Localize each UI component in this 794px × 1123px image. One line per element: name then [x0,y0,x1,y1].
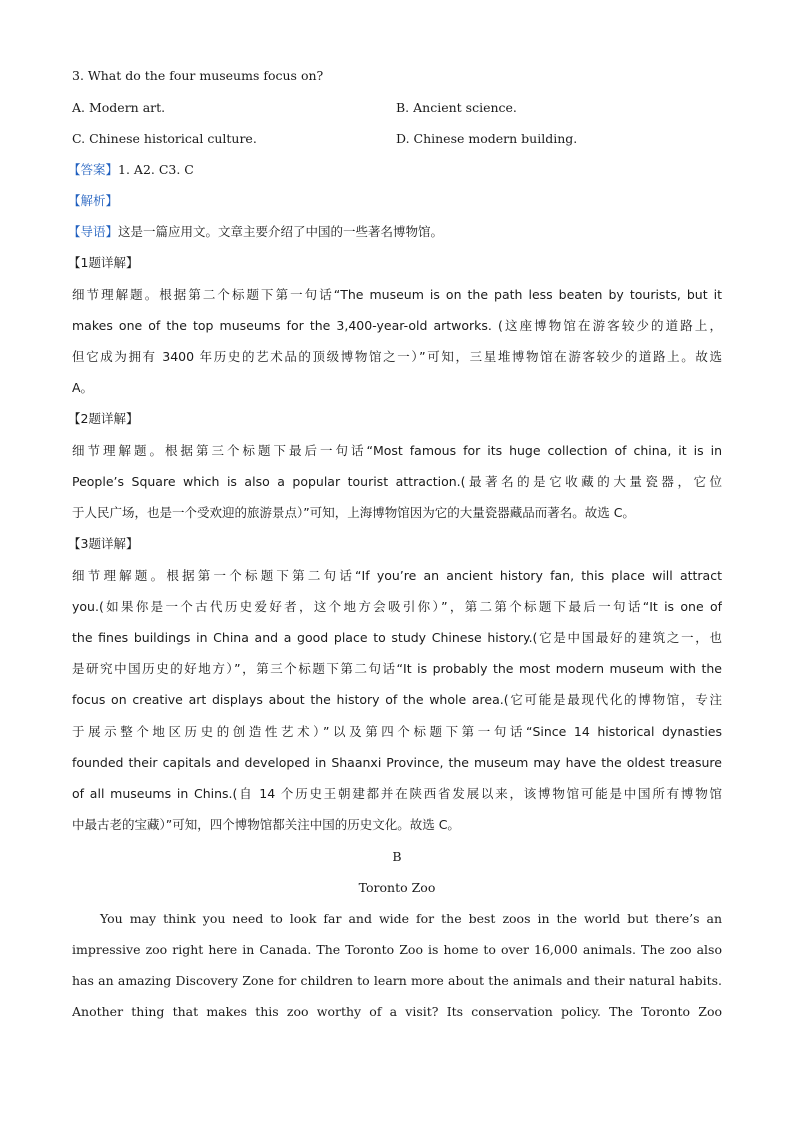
detail1-heading: 【1题详解】 [68,255,139,270]
option-b: B. Ancient science. [396,100,517,115]
detail3-line: the fines buildings in China and a good place to study Chinese history.(它是中国最好的建筑之一，也 [72,630,722,645]
detail3-line: 细节理解题。根据第一个标题下第二句话“If you’re an ancient history fan, this place will attract [72,568,722,583]
option-a: A. Modern art. [72,100,166,115]
passage-line: impressive zoo right here in Canada. The Toronto Zoo is home to over 16,000 animals. The zoo also [72,942,722,957]
detail3-line: you.(如果你是一个古代历史爱好者，这个地方会吸引你）”，第二第个标题下最后一句话“It is one of [72,599,722,614]
section-letter: B [392,849,402,864]
detail1-line: 细节理解题。根据第二个标题下第一句话“The museum is on the path less beaten by tourists, but it [72,287,722,302]
detail2-line: People’s Square which is also a popular tourist attraction.(最著名的是它收藏的大量瓷器，它位 [72,474,722,489]
guide-line [68,223,718,241]
passage-line: You may think you need to look far and wide for the best zoos in the world but there’s an [72,911,722,926]
detail1-line: 但它成为拥有 3400 年历史的艺术品的顶级博物馆之一）”可知，三星堆博物馆在游客较少的道路上。故选 [72,349,722,364]
section-title: Toronto Zoo [358,880,436,895]
detail3-heading: 【3题详解】 [68,536,139,551]
option-c: C. Chinese historical culture. [72,131,257,146]
answer-text: 1. A2. C3. C [118,162,194,177]
detail2-line: 于人民广场，也是一个受欢迎的旅游景点）”可知，上海博物馆因为它的大量瓷器藏品而著名。故选 C。 [72,505,635,520]
guide-text: 这是一篇应用文。文章主要介绍了中国的一些著名博物馆。 [118,224,444,239]
question-stem: 3. What do the four museums focus on? [72,68,324,83]
guide-tag: 【导语】 [68,224,119,239]
analysis-tag: 【解析】 [68,193,119,208]
detail1-line: makes one of the top museums for the 3,400-year-old artworks. (这座博物馆在游客较少的道路上， [72,318,722,333]
detail2-line: 细节理解题。根据第三个标题下最后一句话“Most famous for its huge collection of china, it is in [72,443,722,458]
detail3-line: focus on creative art displays about the history of the whole area.(它可能是最现代化的博物馆，专注 [72,692,722,707]
detail3-line: of all museums in Chins.(自 14 个历史王朝建都并在陕西省发展以来，该博物馆可能是中国所有博物馆 [72,786,722,801]
detail3-line: 于展示整个地区历史的创造性艺术）”以及第四个标题下第一句话“Since 14 historical dynasties [72,724,722,739]
detail3-line: 是研究中国历史的好地方）”，第三个标题下第二句话“It is probably the most modern museum with the [72,661,722,676]
detail1-line: A。 [72,380,94,395]
passage-line: has an amazing Discovery Zone for children to learn more about the animals and their natural habits. [72,973,722,988]
option-d: D. Chinese modern building. [396,131,578,146]
answer-tag: 【答案】 [68,162,119,177]
detail2-heading: 【2题详解】 [68,411,139,426]
passage-line: Another thing that makes this zoo worthy of a visit? Its conservation policy. The Toronto Zoo [72,1004,722,1019]
detail3-line: founded their capitals and developed in Shaanxi Province, the museum may have the oldest treasure [72,755,722,770]
detail3-line: 中最古老的宝藏）”可知，四个博物馆都关注中国的历史文化。故选 C。 [72,817,460,832]
answer-line [68,161,718,179]
